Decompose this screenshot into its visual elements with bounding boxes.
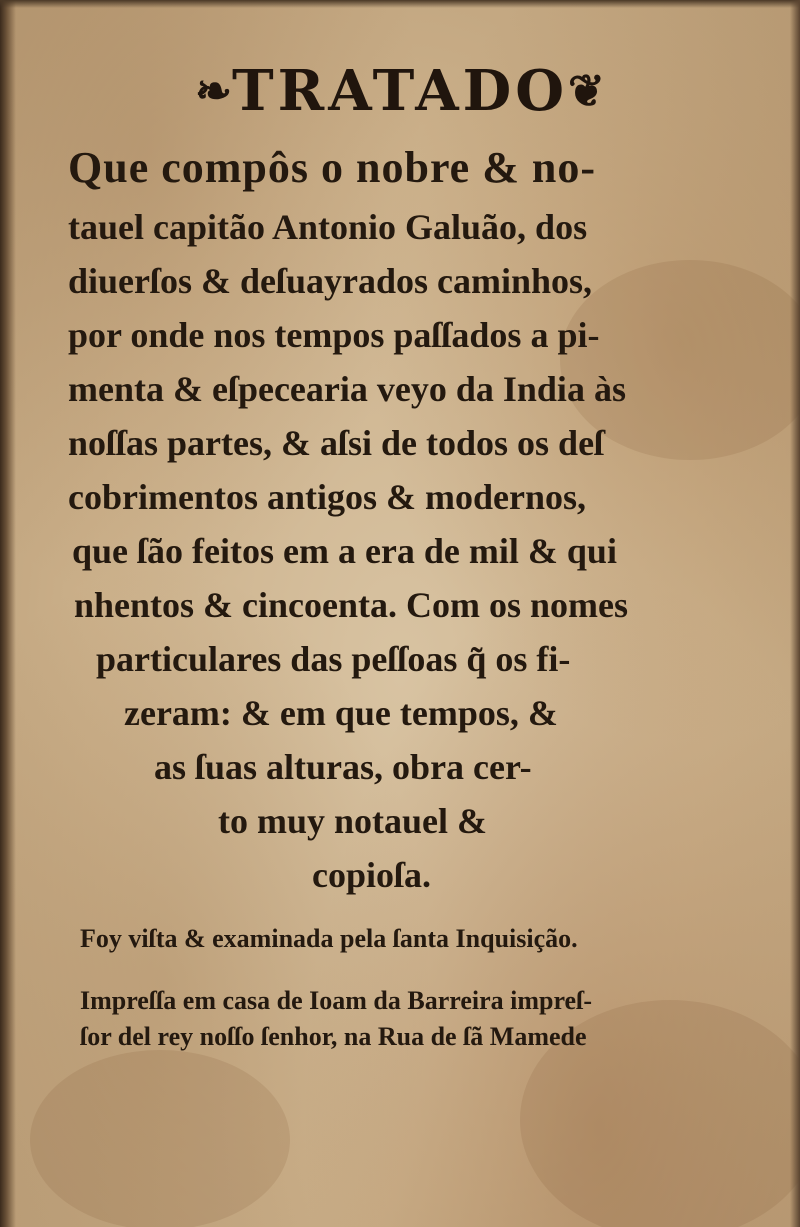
body-line: as ſuas alturas, obra cer- [154, 747, 532, 787]
body-line: diuerſos & deſuayrados caminhos, [68, 261, 593, 301]
page-right-edge [790, 0, 800, 1227]
body-line: nhentos & cincoenta. Com os nomes [74, 585, 628, 625]
body-line: to muy notauel & [218, 801, 487, 841]
body-line: tauel capitão Antonio Galuão, dos [68, 207, 588, 247]
imprint-line: ſor del rey noſſo ſenhor, na Rua de ſã Mamede [80, 1022, 587, 1051]
body-line: Que compôs o nobre & no- [68, 143, 596, 192]
left-ornament-icon: ❧ [195, 66, 232, 117]
page-binding-edge [0, 0, 16, 1227]
body-line: copioſa. [312, 855, 432, 895]
water-stain [30, 1050, 290, 1227]
censorship-note: Foy viſta & examinada pela ſanta Inquisição. [80, 924, 578, 953]
imprint-line: Impreſſa em casa de Ioam da Barreira impreſ- [80, 986, 592, 1015]
body-line: noſſas partes, & aſsi de todos os deſ [68, 423, 605, 463]
title-text: TRATADO [232, 58, 568, 124]
body-line: menta & eſpecearia veyo da India às [68, 369, 626, 409]
body-line: que ſão feitos em a era de mil & qui [72, 531, 617, 571]
page-top-edge [0, 0, 800, 8]
body-line: por onde nos tempos paſſados a pi- [68, 315, 600, 355]
body-line: cobrimentos antigos & modernos, [68, 477, 586, 517]
body-line: particulares das peſſoas q̃ os fi- [96, 639, 571, 679]
right-ornament-icon: ❦ [568, 66, 605, 117]
body-line: zeram: & em que tempos, & [124, 693, 558, 733]
page-title [0, 58, 800, 124]
